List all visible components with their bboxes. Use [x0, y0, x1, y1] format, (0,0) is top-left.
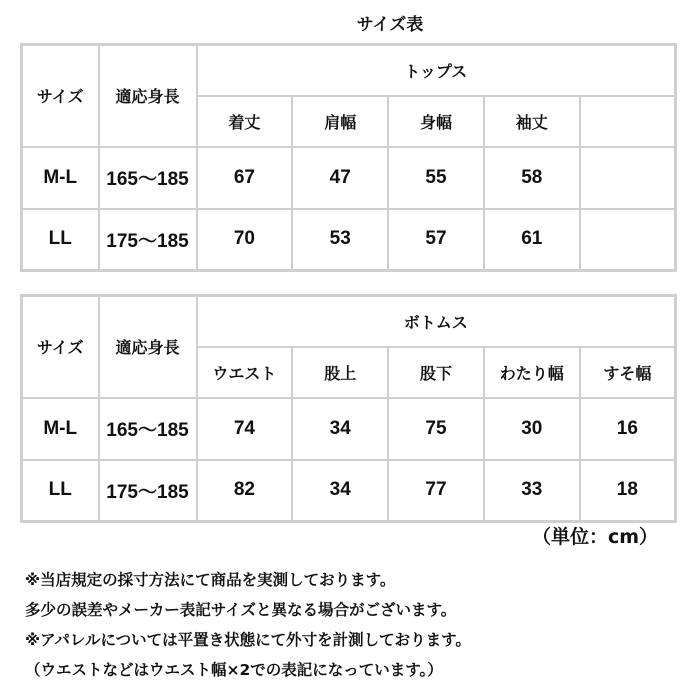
subheader: 股上 [292, 347, 388, 398]
header-size: サイズ [22, 296, 99, 398]
height-cell: 165〜185 [99, 147, 197, 209]
note-line: ※アパレルについては平置き状態にて外寸を計測しております。 [25, 631, 471, 649]
height-cell: 165〜185 [99, 398, 197, 460]
value-cell: 34 [292, 398, 388, 460]
value-cell: 82 [197, 460, 293, 522]
height-cell: 175〜185 [99, 209, 197, 271]
subheader: 袖丈 [484, 96, 580, 147]
bottoms-size-table [20, 294, 677, 523]
value-cell: 53 [292, 209, 388, 271]
value-cell [580, 147, 676, 209]
size-cell: M-L [22, 398, 99, 460]
page-title: サイズ表 [356, 15, 424, 35]
subheader: 身幅 [388, 96, 484, 147]
header-height: 適応身長 [99, 296, 197, 398]
value-cell: 74 [197, 398, 293, 460]
value-cell: 77 [388, 460, 484, 522]
value-cell: 55 [388, 147, 484, 209]
subheader [580, 96, 676, 147]
value-cell: 67 [197, 147, 293, 209]
subheader: 股下 [388, 347, 484, 398]
value-cell: 58 [484, 147, 580, 209]
value-cell: 30 [484, 398, 580, 460]
value-cell: 34 [292, 460, 388, 522]
height-cell: 175〜185 [99, 460, 197, 522]
size-cell: LL [22, 209, 99, 271]
value-cell [580, 209, 676, 271]
size-cell: LL [22, 460, 99, 522]
table-row [22, 398, 676, 460]
note-line: 多少の誤差やメーカー表記サイズと異なる場合がございます。 [25, 601, 457, 619]
subheader: 肩幅 [292, 96, 388, 147]
table-row [22, 460, 676, 522]
value-cell: 75 [388, 398, 484, 460]
table-row [22, 147, 676, 209]
header-group-bottoms: ボトムス [197, 296, 676, 347]
header-height: 適応身長 [99, 45, 197, 147]
value-cell: 47 [292, 147, 388, 209]
value-cell: 18 [580, 460, 676, 522]
value-cell: 70 [197, 209, 293, 271]
value-cell: 33 [484, 460, 580, 522]
unit-label: （単位：cm） [531, 526, 658, 548]
notes [25, 565, 471, 685]
tops-size-table [20, 43, 677, 272]
size-cell: M-L [22, 147, 99, 209]
subheader: ウエスト [197, 347, 293, 398]
value-cell: 61 [484, 209, 580, 271]
table-row [22, 209, 676, 271]
header-size: サイズ [22, 45, 99, 147]
subheader: 着丈 [197, 96, 293, 147]
note-line: （ウエストなどはウエスト幅×2での表記になっています。） [25, 661, 443, 679]
value-cell: 57 [388, 209, 484, 271]
note-line: ※当店規定の採寸方法にて商品を実測しております。 [25, 571, 396, 589]
subheader: わたり幅 [484, 347, 580, 398]
header-group-tops: トップス [197, 45, 676, 96]
value-cell: 16 [580, 398, 676, 460]
subheader: すそ幅 [580, 347, 676, 398]
